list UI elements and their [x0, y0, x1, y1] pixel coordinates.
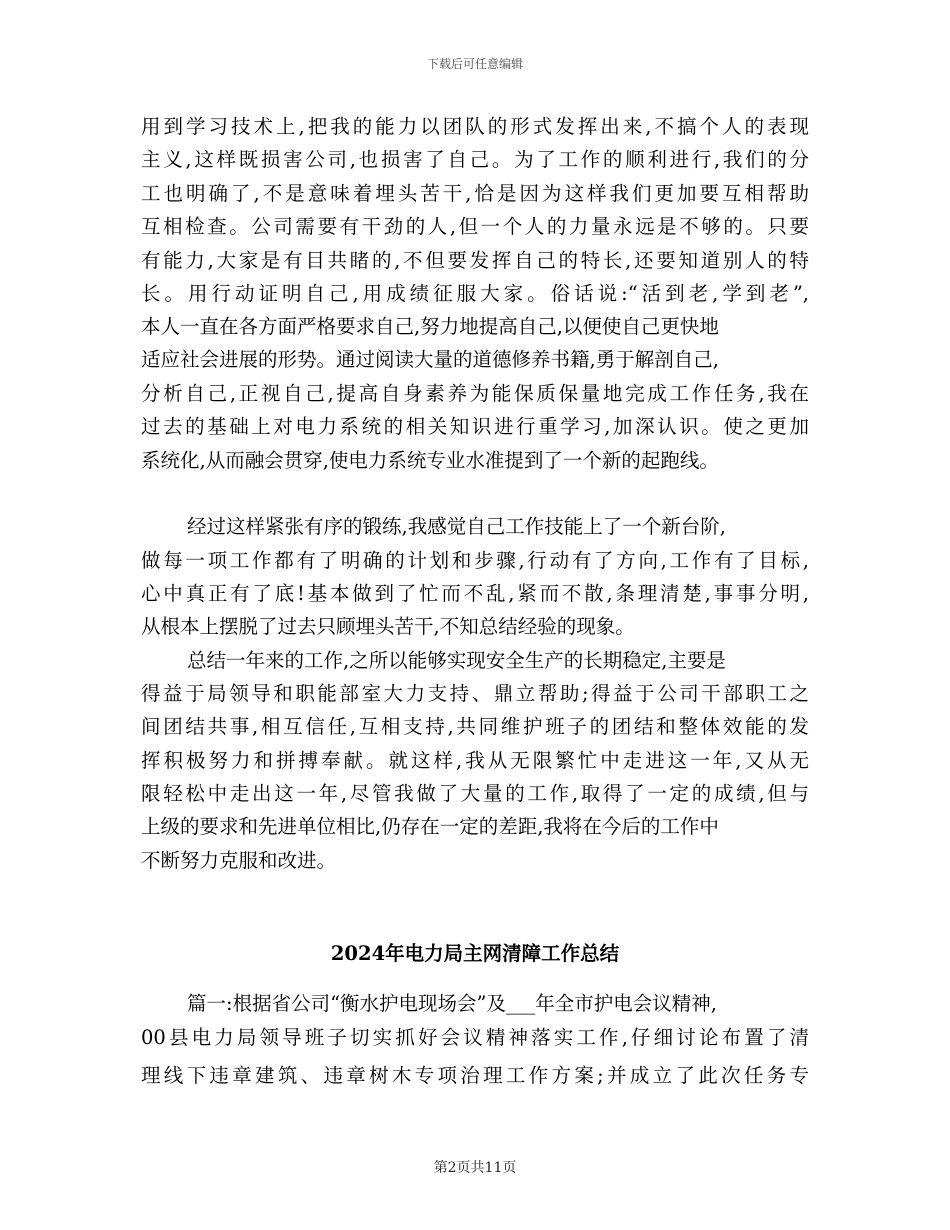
text-line: 工也明确了,不是意味着埋头苦干,恰是因为这样我们更加要互相帮助 — [141, 182, 809, 205]
text-line: 不断努力克服和改进。 — [141, 849, 337, 872]
text-line: 互相检查。公司需要有干劲的人,但一个人的力量永远是不够的。只要 — [141, 215, 809, 238]
text-line: 上级的要求和先进单位相比,仍存在一定的差距,我将在今后的工作中 — [141, 815, 719, 838]
text-line: 用到学习技术上,把我的能力以团队的形式发挥出来,不搞个人的表现 — [141, 115, 809, 138]
page-header: 下载后可任意编辑 — [426, 57, 523, 71]
text-line: 适应社会进展的形势。通过阅读大量的道德修养书籍,勇于解剖自己, — [141, 348, 719, 371]
text-line: 限轻松中走出这一年,尽管我做了大量的工作,取得了一定的成绩,但与 — [141, 782, 809, 805]
text-line: 得益于局领导和职能部室大力支持、鼎立帮助;得益于公司干部职工之 — [141, 682, 809, 705]
text-line: 主义,这样既损害公司,也损害了自己。为了工作的顺利进行,我们的分 — [141, 148, 809, 171]
text-line: 从根本上摆脱了过去只顾埋头苦干,不知总结经验的现象。 — [141, 615, 635, 638]
text-line: 00县电力局领导班子切实抓好会议精神落实工作,仔细讨论布置了清 — [141, 1026, 809, 1049]
section-heading: 2024年电力局主网清障工作总结 — [330, 942, 620, 965]
text-line: 系统化,从而融会贯穿,使电力系统专业水准提到了一个新的起跑线。 — [141, 449, 719, 472]
text-line: 分析自己,正视自己,提高自身素养为能保质保量地完成工作任务,我在 — [141, 382, 809, 405]
text-line: 理线下违章建筑、违章树木专项治理工作方案;并成立了此次任务专 — [141, 1064, 809, 1087]
text-line: 经过这样紧张有序的锻练,我感觉自己工作技能上了一个新台阶, — [187, 515, 726, 538]
text-line: 做每一项工作都有了明确的计划和步骤,行动有了方向,工作有了目标, — [141, 549, 809, 572]
text-line: 间团结共事,相互信任,互相支持,共同维护班子的团结和整体效能的发 — [141, 715, 809, 738]
text-line: 过去的基础上对电力系统的相关知识进行重学习,加深认识。使之更加 — [141, 415, 809, 438]
text-line: 有能力,大家是有目共睹的,不但要发挥自己的特长,还要知道别人的特 — [141, 249, 809, 272]
text-line: 心中真正有了底!基本做到了忙而不乱,紧而不散,条理清楚,事事分明, — [141, 582, 809, 605]
text-line: 篇一:根据省公司“衡水护电现场会”及___年全市护电会议精神, — [187, 992, 717, 1015]
text-line: 挥积极努力和拼搏奉献。就这样,我从无限繁忙中走进这一年,又从无 — [141, 749, 809, 772]
text-line: 长。用行动证明自己,用成绩征服大家。俗话说:“活到老,学到老”, — [141, 282, 809, 305]
text-line: 本人一直在各方面严格要求自己,努力地提高自己,以便使自己更快地 — [141, 315, 719, 338]
page-footer: 第2页共11页 — [433, 1160, 517, 1176]
text-line: 总结一年来的工作,之所以能够实现安全生产的长期稳定,主要是 — [187, 649, 726, 672]
